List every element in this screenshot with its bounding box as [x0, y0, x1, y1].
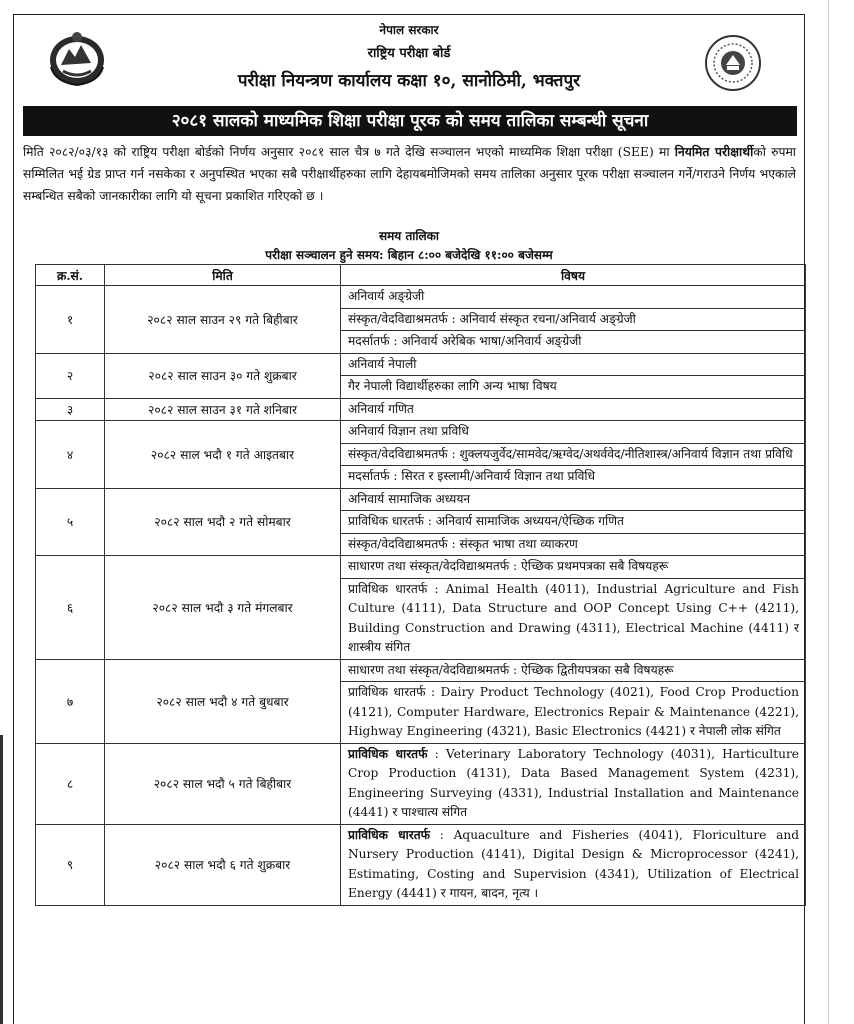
row-exam-date: २०८२ साल भदौ ६ गते शुक्रबार [105, 824, 341, 905]
row-subjects-cell [341, 556, 806, 660]
row-subjects-cell [341, 659, 806, 743]
subject-text: मदर्सातर्फ : सिरत र इस्लामी/अनिवार्य विज्ञान तथा प्रविधि [348, 469, 596, 483]
row-exam-date: २०८२ साल साउन ३० गते शुक्रबार [105, 353, 341, 398]
subject-text: अनिवार्य नेपाली [348, 356, 417, 371]
table-header-row [36, 265, 806, 286]
table-row [36, 421, 806, 489]
row-exam-date: २०८२ साल भदौ ३ गते मंगलबार [105, 556, 341, 660]
subject-line [341, 354, 805, 377]
subject-line [341, 489, 805, 512]
subject-text: अनिवार्य सामाजिक अध्ययन [348, 491, 471, 506]
table-row [36, 743, 806, 824]
scan-edge-mark [0, 735, 3, 1024]
row-subjects-cell [341, 353, 806, 398]
row-serial-number: ९ [36, 824, 105, 905]
subject-line [341, 511, 805, 534]
subject-text: मदर्सातर्फ : अनिवार्य अरेबिक भाषा/अनिवार्य अङ्ग्रेजी [348, 334, 582, 348]
header-office: परीक्षा नियन्त्रण कार्यालय कक्षा १०, सानोठिमी, भक्तपुर [237, 71, 581, 91]
subject-line [341, 579, 805, 659]
subject-text: : Aquaculture and Fisheries (4041), Floriculture and Nursery Production (4141), Digital Design & Microprocessor (4241), Estimating, Costing and Supervision (4341), Utilization of Electrical Energy (4441) र गायन, बादन, नृत्य । [348, 827, 800, 900]
subject-stream-label: प्राविधिक धारतर्फ [348, 746, 428, 761]
notice-header [14, 15, 804, 105]
subject-stream-label: प्राविधिक धारतर्फ [348, 827, 431, 842]
row-serial-number: ३ [36, 398, 105, 421]
subject-line [341, 376, 805, 398]
row-exam-date: २०८२ साल साउन २९ गते बिहीबार [105, 286, 341, 354]
subject-text: अनिवार्य गणित [348, 401, 414, 416]
subject-text: साधारण तथा संस्कृत/वेदविद्याश्रमतर्फ : ऐच्छिक द्वितीयपत्रका सबै विषयहरू [348, 662, 674, 677]
column-header-sn: क्र.सं. [36, 265, 105, 286]
notice-page [13, 14, 805, 1024]
row-exam-date: २०८२ साल भदौ २ गते सोमबार [105, 488, 341, 556]
notice-title-banner: २०८१ सालको माध्यमिक शिक्षा परीक्षा पूरक को समय तालिका सम्बन्धी सूचना [23, 106, 797, 136]
subject-text: प्राविधिक धारतर्फ : अनिवार्य सामाजिक अध्ययन/ऐच्छिक गणित [348, 514, 624, 528]
row-serial-number: ७ [36, 659, 105, 743]
subject-line [341, 286, 805, 309]
notice-intro-paragraph [23, 141, 796, 207]
subject-line [341, 444, 805, 467]
row-exam-date: २०८२ साल भदौ १ गते आइतबार [105, 421, 341, 489]
row-serial-number: ८ [36, 743, 105, 824]
row-subjects-cell [341, 286, 806, 354]
column-header-date: मिति [105, 265, 341, 286]
exam-time-line: परीक्षा सञ्चालन हुने समय: बिहान ८:०० बजेदेखि ११:०० बजेसम्म [265, 248, 553, 262]
subject-text: साधारण तथा संस्कृत/वेदविद्याश्रमतर्फ : ऐच्छिक प्रथमपत्रका सबै विषयहरू [348, 559, 669, 573]
subject-line [341, 825, 805, 905]
subject-line [341, 682, 805, 743]
table-row [36, 659, 806, 743]
table-row [36, 286, 806, 354]
subject-text: प्राविधिक धारतर्फ : Dairy Product Technology (4021), Food Crop Production (4121), Computer Hardware, Electronics Repair & Maintenance (4221), Highway Engineering (4321), Basic Electronics (4421) र नेपाली लोक संगित [348, 685, 799, 738]
row-subjects-cell [341, 488, 806, 556]
subject-text: गैर नेपाली विद्यार्थीहरुका लागि अन्य भाषा विषय [348, 379, 557, 393]
intro-text-part2: को रुपमा सम्मिलित भई ग्रेड प्राप्त गर्न नसकेका र अनुपस्थित भएका सबै परीक्षार्थीहरुका लागि देहायबमोजिमको समय तालिका अनुसार पूरक परीक्षा सञ्चालन गर्ने/गराउने निर्णय भएकाले सम्बन्धित सबैको जानकारीका लागि यो सूचना प्रकाशित गरिएको छ । [23, 145, 796, 203]
row-subjects-cell [341, 421, 806, 489]
subject-text: संस्कृत/वेदविद्याश्रमतर्फ : संस्कृत भाषा तथा व्याकरण [348, 536, 578, 551]
subject-text: अनिवार्य विज्ञान तथा प्रविधि [348, 424, 469, 438]
table-row [36, 556, 806, 660]
subject-line [341, 534, 805, 556]
subject-line [341, 309, 805, 332]
table-row [36, 488, 806, 556]
intro-text-part1: मिति २०८२/०३/१३ को राष्ट्रिय परीक्षा बोर्डको निर्णय अनुसार २०८१ साल चैत्र ७ गते देखि सञ्चालन भएको माध्यमिक शिक्षा परीक्षा (SEE) मा [23, 145, 675, 159]
row-subjects-cell [341, 743, 806, 824]
subject-line [341, 421, 805, 444]
subject-text: : Veterinary Laboratory Technology (4031), Harticulture Crop Production (4131), Data Based Management System (4231), Engineering Surveying (4331), Industrial Installation and Maintenance (4441) र पाश्चात्य संगित [348, 746, 799, 819]
subject-line [341, 660, 805, 683]
row-exam-date: २०८२ साल साउन ३१ गते शनिबार [105, 398, 341, 421]
row-serial-number: ६ [36, 556, 105, 660]
subject-line [341, 466, 805, 488]
subject-text: प्राविधिक धारतर्फ : Animal Health (4011), Industrial Agriculture and Fish Culture (4111), Data Structure and OOP Concept Using C++ (4211), Building Construction and Drawing (4311), Electrical Machine (4411) र शास्त्रीय संगित [348, 581, 799, 654]
timetable-title: समय तालिका [379, 229, 439, 243]
header-board: राष्ट्रिय परीक्षा बोर्ड [367, 46, 451, 61]
subject-line [341, 399, 805, 421]
schedule-table-body [36, 286, 806, 906]
header-government: नेपाल सरकार [379, 23, 439, 37]
row-serial-number: १ [36, 286, 105, 354]
row-serial-number: ५ [36, 488, 105, 556]
row-exam-date: २०८२ साल भदौ ४ गते बुधबार [105, 659, 341, 743]
exam-board-seal-icon [704, 34, 762, 92]
row-exam-date: २०८२ साल भदौ ५ गते बिहीबार [105, 743, 341, 824]
row-serial-number: ४ [36, 421, 105, 489]
subject-line [341, 744, 805, 824]
subject-text: अनिवार्य अङ्ग्रेजी [348, 289, 425, 303]
row-subjects-cell [341, 398, 806, 421]
column-header-subject: विषय [341, 265, 806, 286]
schedule-table [35, 264, 806, 906]
table-row [36, 398, 806, 421]
table-row [36, 353, 806, 398]
subject-line [341, 331, 805, 353]
table-row [36, 824, 806, 905]
page-edge-rule [828, 0, 829, 1024]
intro-bold-term: नियमित परीक्षार्थी [674, 144, 754, 159]
subject-text: संस्कृत/वेदविद्याश्रमतर्फ : शुक्लयजुर्वेद/सामवेद/ऋग्वेद/अथर्ववेद/नीतिशास्त्र/अनिवार्य विज्ञान तथा प्रविधि [348, 446, 793, 461]
subject-text: संस्कृत/वेदविद्याश्रमतर्फ : अनिवार्य संस्कृत रचना/अनिवार्य अङ्ग्रेजी [348, 311, 636, 326]
subject-line [341, 556, 805, 579]
row-subjects-cell [341, 824, 806, 905]
row-serial-number: २ [36, 353, 105, 398]
